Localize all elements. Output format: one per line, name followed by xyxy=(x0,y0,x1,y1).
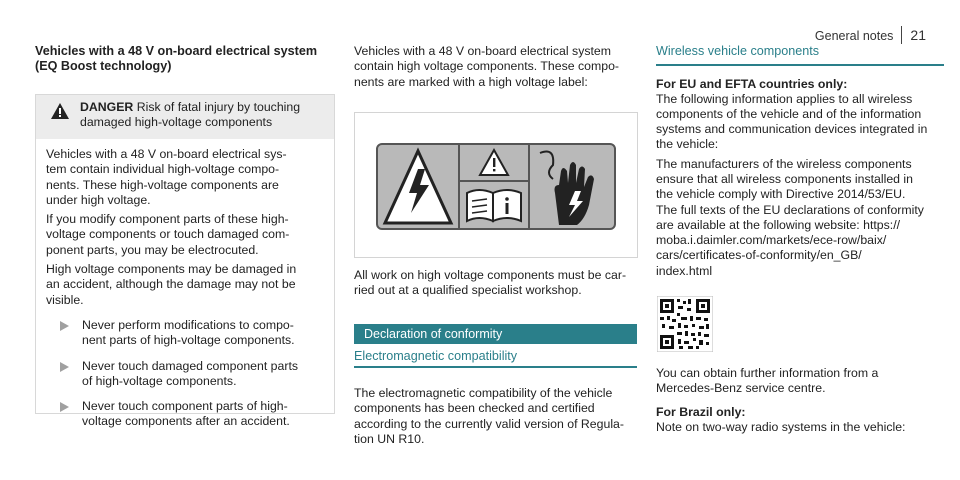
section-title-line2: (EQ Boost technology) xyxy=(35,59,172,73)
page-number: 21 xyxy=(910,27,926,43)
bullet-item: Never perform modifications to compo- nent parts of high-voltage components. xyxy=(46,318,324,349)
header-divider xyxy=(901,26,902,44)
column-right xyxy=(656,44,944,279)
warning-triangle-icon xyxy=(50,102,70,120)
emc-subsection-title: Electromagnetic compatibility xyxy=(354,349,518,363)
column-left xyxy=(35,44,333,74)
brazil-block xyxy=(656,405,944,435)
danger-paragraph: If you modify component parts of these high- voltage components or touch damaged com- ponent parts, you may be electrocuted. xyxy=(46,212,290,257)
section-name: General notes xyxy=(814,29,894,43)
high-voltage-label-icon xyxy=(355,113,637,257)
danger-paragraph: High voltage components may be damaged in an accident, although the damage may not be visible. xyxy=(46,262,297,307)
teal-rule xyxy=(656,64,944,66)
bullet-item: Never touch damaged component parts of high-voltage components. xyxy=(46,359,324,390)
danger-paragraph: Vehicles with a 48 V on-board electrical sys- tem contain individual high-voltage compo- nents. These high-voltage components are under high voltage. xyxy=(46,147,287,207)
danger-text-line1: Risk of fatal injury by touching xyxy=(136,100,301,114)
declaration-heading-bar: Declaration of conformity xyxy=(354,324,637,344)
danger-header xyxy=(36,95,334,139)
arrow-bullet-icon xyxy=(60,362,69,372)
column-middle-intro: Vehicles with a 48 V on-board electrical system contain high voltage components. These compo- nents are marked with a high voltage label: xyxy=(354,44,620,89)
teal-rule xyxy=(354,366,637,368)
emc-text: The electromagnetic compatibility of the vehicle components has been checked and certified according to the currently valid version of Regula- tion UN R10. xyxy=(354,386,624,446)
danger-body xyxy=(36,139,334,430)
page-header xyxy=(815,26,926,44)
high-voltage-label-figure xyxy=(354,112,638,258)
eu-paragraph-1: The following information applies to all wireless components of the vehicle and of the information systems and communication devices integrated in the vehicle: xyxy=(656,91,928,152)
danger-label: DANGER xyxy=(80,100,134,114)
danger-box xyxy=(35,94,335,429)
arrow-bullet-icon xyxy=(60,321,69,331)
service-centre-note: You can obtain further information from a Mercedes-Benz service centre. xyxy=(656,366,879,396)
brazil-heading: For Brazil only: xyxy=(656,405,746,419)
arrow-bullet-icon xyxy=(60,402,69,412)
emc-subsection-header xyxy=(354,349,637,368)
eu-paragraph-2: The manufacturers of the wireless components ensure that all wireless components installed in the vehicle comply with Directive 2014/53/EU. The full texts of the EU declarations of conformity are available at the following website: https:// moba.i.daimler.com/markets/ece-row/baix/ cars/certificates-of-conformity/en_GB/ index.html xyxy=(656,156,924,278)
eu-heading: For EU and EFTA countries only: xyxy=(656,76,848,91)
section-title-line1: Vehicles with a 48 V on-board electrical system xyxy=(35,44,318,58)
workshop-note: All work on high voltage components must be car- ried out at a qualified specialist workshop. xyxy=(354,268,627,298)
bullet-item: Never touch component parts of high- voltage components after an accident. xyxy=(46,399,324,430)
wireless-section-title: Wireless vehicle components xyxy=(656,44,820,58)
brazil-text: Note on two-way radio systems in the vehicle: xyxy=(656,420,906,434)
danger-text-line2: damaged high-voltage components xyxy=(80,115,273,130)
qr-code-icon[interactable] xyxy=(657,296,713,352)
